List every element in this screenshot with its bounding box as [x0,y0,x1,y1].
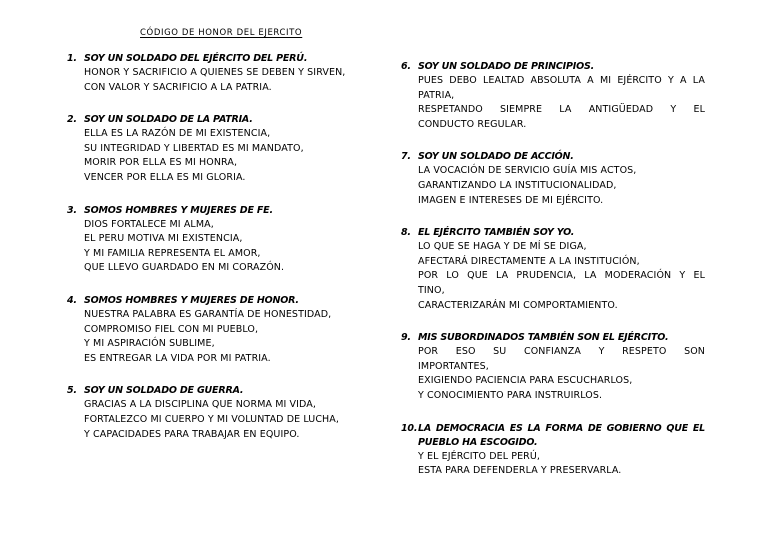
item-heading-text: SOY UN SOLDADO DE LA PATRIA. [84,114,253,126]
item-heading [401,331,705,345]
item-line: LA VOCACIÓN DE SERVICIO GUÍA MIS ACTOS, [418,165,637,177]
code-item-8 [401,226,705,313]
item-line: VENCER POR ELLA ES MI GLORIA. [84,171,246,183]
item-line: CARACTERIZARÁN MI COMPORTAMIENTO. [418,299,618,311]
item-line: QUE LLEVO GUARDADO EN MI CORAZÓN. [84,262,285,274]
item-line: Y CONOCIMIENTO PARA INSTRUIRLOS. [418,389,603,401]
item-number: 3. [67,204,77,216]
item-heading-text: MIS SUBORDINADOS TAMBIÉN SON EL EJÉRCITO. [418,332,669,344]
item-line: Y CAPACIDADES PARA TRABAJAR EN EQUIPO. [84,428,300,440]
code-item-5 [67,384,367,442]
item-number: 5. [67,385,77,397]
code-item-4 [67,294,367,366]
item-heading-text: LA DEMOCRACIA ES LA FORMA DE GOBIERNO QUE EL [418,422,705,434]
item-line: Y MI FAMILIA REPRESENTA EL AMOR, [84,247,261,259]
item-line: DIOS FORTALECE MI ALMA, [84,218,214,230]
item-line: IMAGEN E INTERESES DE MI EJÉRCITO. [418,194,604,206]
item-line: SU INTEGRIDAD Y LIBERTAD ES MI MANDATO, [84,142,304,154]
item-number: 4. [67,294,77,306]
item-line: ESTA PARA DEFENDERLA Y PRESERVARLA. [418,465,622,477]
item-line: GARANTIZANDO LA INSTITUCIONALIDAD, [418,179,617,191]
item-line: NUESTRA PALABRA ES GARANTÍA DE HONESTIDAD, [84,308,332,320]
item-heading [401,150,705,164]
code-item-10 [401,422,705,479]
item-line: HONOR Y SACRIFICIO A QUIENES SE DEBEN Y SIRVEN, [84,67,346,78]
item-number: 7. [401,151,411,163]
item-number: 9. [401,332,411,344]
item-line: LO QUE SE HAGA Y DE MÍ SE DIGA, [418,241,587,253]
item-line: CONDUCTO REGULAR. [418,118,527,130]
item-line: PUES DEBO LEALTAD ABSOLUTA A MI EJÉRCITO Y A LA [418,75,705,86]
item-heading-text: SOMOS HOMBRES Y MUJERES DE FE. [84,204,273,216]
right-column [401,60,705,497]
item-line: COMPROMISO FIEL CON MI PUEBLO, [84,323,259,335]
item-number: 8. [401,227,411,239]
item-heading-text: SOY UN SOLDADO DEL EJÉRCITO DEL PERÚ. [84,53,308,64]
item-heading-text: SOY UN SOLDADO DE GUERRA. [84,385,244,397]
left-column [67,52,367,460]
item-heading [401,60,705,74]
page-title: CÓDIGO DE HONOR DEL EJERCITO [140,28,303,38]
item-line: POR ESO SU CONFIANZA Y RESPETO SON [418,346,705,358]
item-line: FORTALEZCO MI CUERPO Y MI VOLUNTAD DE LUCHA, [84,413,340,425]
item-number: 2. [67,114,77,126]
item-heading-continued [401,436,705,450]
item-line: PATRIA, [418,89,455,101]
code-item-6 [401,60,705,132]
item-line: CON VALOR Y SACRIFICIO A LA PATRIA. [84,81,272,93]
item-heading [67,52,367,66]
code-item-7 [401,150,705,208]
item-heading-text: PUEBLO HA ESCOGIDO. [418,436,538,448]
item-heading [401,226,705,240]
item-line: EL PERU MOTIVA MI EXISTENCIA, [84,233,243,245]
item-heading-text: EL EJÉRCITO TAMBIÉN SOY YO. [418,227,575,239]
item-line: GRACIAS A LA DISCIPLINA QUE NORMA MI VIDA, [84,399,317,411]
item-heading-text: SOY UN SOLDADO DE PRINCIPIOS. [418,61,595,72]
code-item-3 [67,204,367,276]
item-line: MORIR POR ELLA ES MI HONRA, [84,157,238,169]
item-heading [67,204,367,218]
item-heading [67,113,367,127]
item-heading [401,422,705,436]
item-line: Y EL EJÉRCITO DEL PERÚ, [418,450,541,462]
code-item-9 [401,331,705,403]
item-line: RESPETANDO SIEMPRE LA ANTIGÜEDAD Y EL [418,104,705,116]
item-heading-text: SOY UN SOLDADO DE ACCIÓN. [418,151,574,163]
item-line: ELLA ES LA RAZÓN DE MI EXISTENCIA, [84,128,271,140]
item-line: POR LO QUE LA PRUDENCIA, LA MODERACIÓN Y EL [418,270,705,282]
item-line: TINO, [418,284,445,296]
code-item-1 [67,52,367,95]
item-heading [67,294,367,308]
item-heading [67,384,367,398]
item-number: 6. [401,61,411,72]
code-item-2 [67,113,367,185]
item-line: Y MI ASPIRACIÓN SUBLIME, [84,338,215,350]
item-line: IMPORTANTES, [418,360,489,372]
item-heading-text: SOMOS HOMBRES Y MUJERES DE HONOR. [84,294,299,306]
item-line: EXIGIENDO PACIENCIA PARA ESCUCHARLOS, [418,375,633,387]
item-number: 10. [401,422,418,434]
item-line: ES ENTREGAR LA VIDA POR MI PATRIA. [84,352,271,364]
heading-indent [401,436,418,450]
item-number: 1. [67,53,77,64]
item-line: AFECTARÁ DIRECTAMENTE A LA INSTITUCIÓN, [418,255,640,267]
